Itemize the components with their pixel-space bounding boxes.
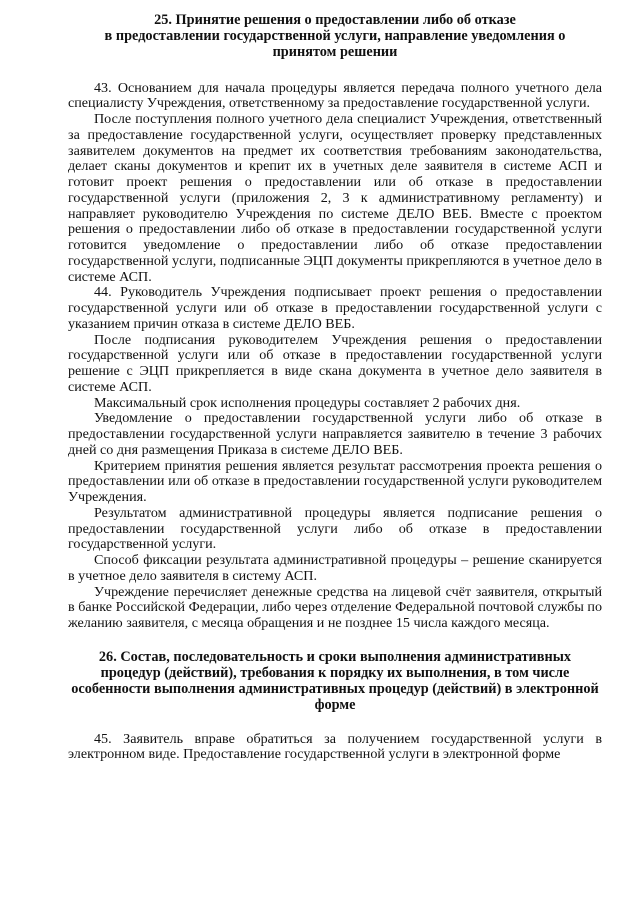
heading-line: процедур (действий), требования к порядку их выполнения, в том числе — [100, 665, 570, 682]
paragraph: Способ фиксации результата административной процедуры – решение сканируется в учетное дело заявителя в систему АСП. — [68, 552, 602, 584]
heading-line: форме — [314, 697, 356, 714]
paragraph: После поступления полного учетного дела специалист Учреждения, ответственный за предоставление государственной услуги, осуществляет проверку представленных заявителем документов на предмет их соответствия требованиям законодательства, делает сканы документов и крепит их в учетных деле заявителя в системе АСП и готовит проект решения о предоставлении или об отказе в предоставлении государственной услуги (приложения 2, 3 к административному регламенту) и направляет руководителю Учреждения по системе ДЕЛО ВЕБ. Вместе с проектом решения о предоставлении либо об отказе в предоставлении государственной услуги готовится уведомление о предоставлении либо об отказе предоставлении государственной услуги, подписанные ЭЦП документы прикрепляются в учетное дело в системе АСП. — [68, 111, 602, 285]
paragraph: Максимальный срок исполнения процедуры составляет 2 рабочих дня. — [94, 394, 521, 411]
section-26-heading — [68, 649, 602, 714]
section-25 — [68, 12, 602, 632]
paragraph-43: 43. Основанием для начала процедуры является передача полного учетного дела специалисту Учреждения, ответственному за предоставление государственной услуги. — [68, 79, 602, 112]
heading-line: 26. Состав, последовательность и сроки выполнения административных — [98, 648, 572, 665]
paragraph: Учреждение перечисляет денежные средства на лицевой счёт заявителя, открытый в банке Российской Федерации, либо через отделение Федеральной почтовой службы по желанию заявителя, с месяца обращения и не позднее 15 числа каждого месяца. — [68, 583, 602, 632]
paragraph-45: 45. Заявитель вправе обратиться за получением государственной услуги в электронном виде. Предоставление государственной услуги в электронной форме — [68, 730, 602, 763]
heading-line: 25. Принятие решения о предоставлении либо об отказе — [154, 12, 516, 28]
heading-line: особенности выполнения административных процедур (действий) в электронной — [71, 681, 599, 698]
paragraph: Уведомление о предоставлении государственной услуги либо об отказе в предоставлении государственной услуги направляется заявителю в течение 3 рабочих дней со дня размещения Приказа в системе ДЕЛО ВЕБ. — [68, 410, 602, 458]
paragraph: После подписания руководителем Учреждения решения о предоставлении государственной услуги или об отказе в предоставлении государственной услуги решение с ЭЦП прикрепляется в виде скана документа в учетное дело заявителя в системе АСП. — [68, 331, 602, 395]
paragraph: Критерием принятия решения является результат рассмотрения проекта решения о предоставлении или об отказе в предоставлении государственной услуги руководителем Учреждения. — [68, 457, 602, 506]
heading-line: принятом решении — [272, 44, 398, 61]
paragraph: Результатом административной процедуры является подписание решения о предоставлении государственной услуги либо об отказе в предоставлении государственной услуги. — [68, 504, 602, 553]
section-26 — [68, 649, 602, 763]
heading-line: в предоставлении государственной услуги, направление уведомления о — [104, 28, 566, 45]
section-25-heading — [68, 12, 602, 61]
paragraph-44: 44. Руководитель Учреждения подписывает проект решения о предоставлении государственной услуги или об отказе в предоставлении государственной услуги с указанием причин отказа в системе ДЕЛО ВЕБ. — [68, 284, 602, 332]
